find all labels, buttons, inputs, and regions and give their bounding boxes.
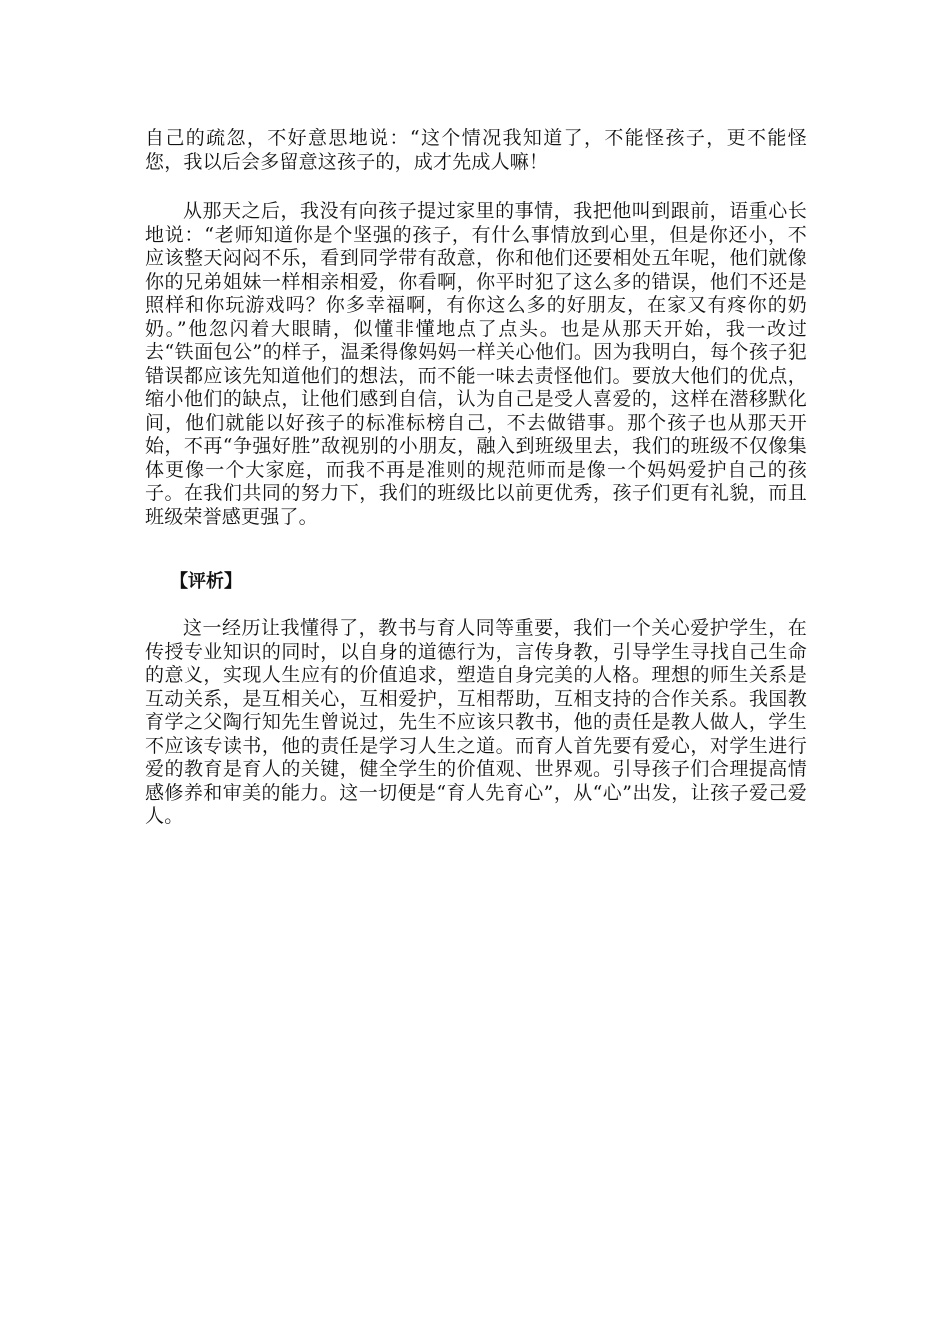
paragraph-continuation: 自己的疏忽，不好意思地说：“这个情况我知道了，不能怪孩子，更不能怪您，我以后会多留意这孩子的，成才先成人嘛！ bbox=[145, 127, 807, 173]
section-heading-analysis: 【评析】 bbox=[170, 571, 242, 592]
paragraph-analysis: 这一经历让我懂得了，教书与育人同等重要，我们一个关心爱护学生，在传授专业知识的同时，以自身的道德行为，言传身教，引导学生寻找自己生命的意义，实现人生应有的价值追求，塑造自身完美的人格。理想的师生关系是互动关系，是互相关心，互相爱护，互相帮助，互相支持的合作关系。我国教育学之父陶行知先生曾说过，先生不应该只教书，他的责任是教人做人，学生不应该专读书，他的责任是学习人生之道。而育人首先要有爱心，对学生进行爱的教育是育人的关键，健全学生的价值观、世界观。引导孩子们合理提高情感修养和审美的能力。这一切便是“育人先育心”，从“心”出发，让孩子爱己爱人。 bbox=[145, 617, 807, 827]
paragraph-story: 从那天之后，我没有向孩子提过家里的事情，我把他叫到跟前，语重心长地说：“老师知道你是个坚强的孩子，有什么事情放到心里，但是你还小，不应该整天闷闷不乐，看到同学带有敌意，你和他们还要相处五年呢，他们就像你的兄弟姐妹一样相亲相爱，你看啊，你平时犯了这么多的错误，他们不还是照样和你玩游戏吗？你多幸福啊，有你这么多的好朋友，在家又有疼你的奶奶。”他忽闪着大眼睛，似懂非懂地点了点头。也是从那天开始，我一改过去“铁面包公”的样子，温柔得像妈妈一样关心他们。因为我明白，每个孩子犯错误都应该先知道他们的想法，而不能一味去责怪他们。要放大他们的优点，缩小他们的缺点，让他们感到自信，认为自己是受人喜爱的，这样在潜移默化间，他们就能以好孩子的标准标榜自己，不去做错事。那个孩子也从那天开始，不再“争强好胜”敌视别的小朋友，融入到班级里去，我们的班级不仅像集体更像一个大家庭，而我不再是准则的规范师而是像一个妈妈爱护自己的孩子。在我们共同的努力下，我们的班级比以前更优秀，孩子们更有礼貌，而且班级荣誉感更强了。 bbox=[145, 200, 807, 528]
